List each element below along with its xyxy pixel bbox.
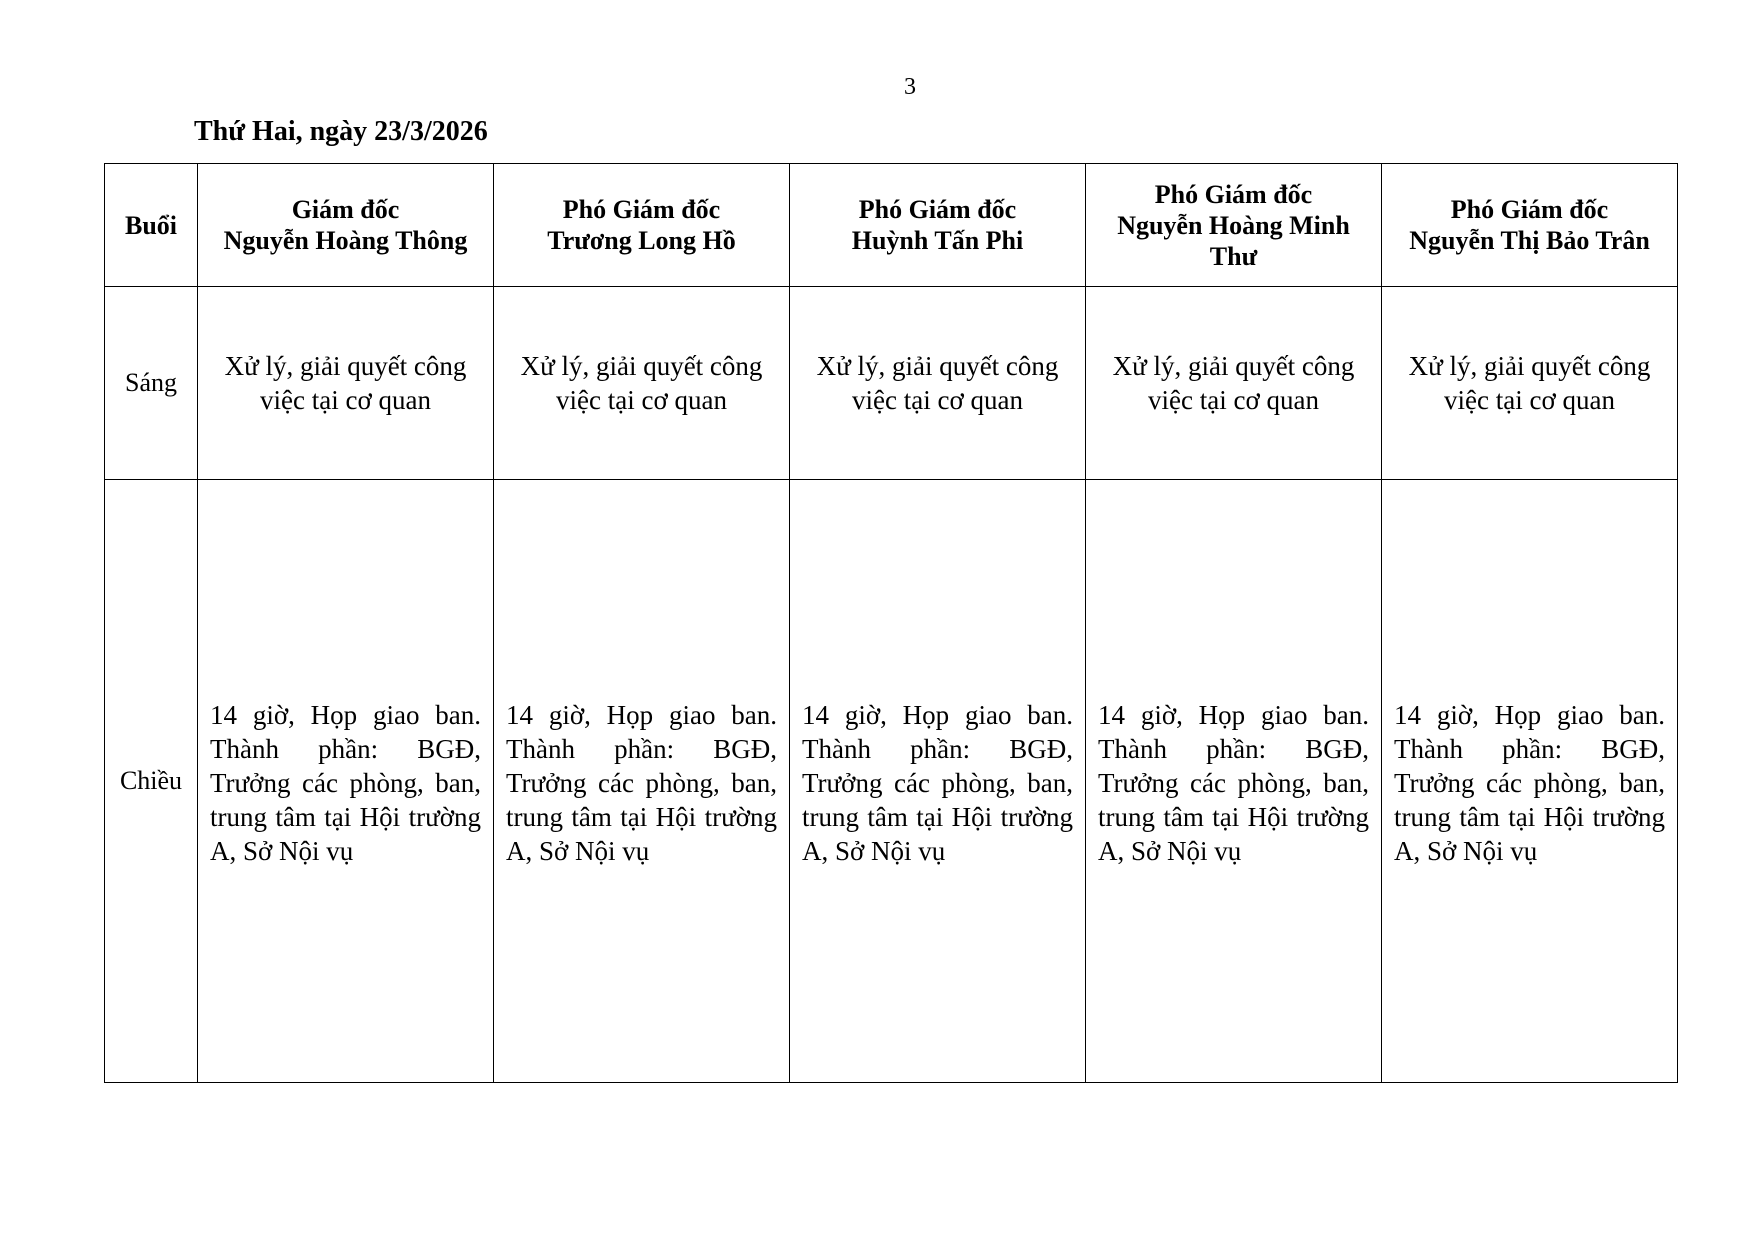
schedule-cell-text: 14 giờ, Họp giao ban. Thành phần: BGĐ, Trưởng các phòng, ban, trung tâm tại Hội trường A, Sở Nội vụ	[210, 700, 481, 866]
table-row-afternoon	[105, 480, 1678, 1083]
column-title: Phó Giám đốc	[562, 195, 721, 224]
table-header-row	[105, 164, 1678, 287]
column-header-deputy-4	[1382, 164, 1678, 287]
schedule-cell-text: 14 giờ, Họp giao ban. Thành phần: BGĐ, Trưởng các phòng, ban, trung tâm tại Hội trường A, Sở Nội vụ	[506, 700, 777, 866]
schedule-cell-text: Xử lý, giải quyết công việc tại cơ quan	[1112, 351, 1355, 415]
schedule-cell	[198, 287, 494, 480]
schedule-cell-text: 14 giờ, Họp giao ban. Thành phần: BGĐ, Trưởng các phòng, ban, trung tâm tại Hội trường A, Sở Nội vụ	[1394, 700, 1665, 866]
session-label-morning: Sáng	[105, 287, 198, 480]
session-header-label: Buổi	[124, 210, 178, 240]
schedule-cell-text: Xử lý, giải quyết công việc tại cơ quan	[816, 351, 1059, 415]
schedule-cell-text: 14 giờ, Họp giao ban. Thành phần: BGĐ, Trưởng các phòng, ban, trung tâm tại Hội trường A, Sở Nội vụ	[802, 700, 1073, 866]
column-title: Phó Giám đốc	[858, 195, 1017, 224]
schedule-cell	[790, 480, 1086, 1083]
schedule-cell	[790, 287, 1086, 480]
column-title: Phó Giám đốc	[1450, 195, 1609, 224]
day-heading: Thứ Hai, ngày 23/3/2026	[194, 116, 488, 147]
column-title: Giám đốc	[291, 195, 400, 224]
schedule-cell	[494, 480, 790, 1083]
schedule-cell	[1382, 480, 1678, 1083]
page-number: 3	[904, 74, 916, 100]
column-title: Phó Giám đốc	[1154, 179, 1313, 209]
schedule-cell	[494, 287, 790, 480]
schedule-cell	[1086, 287, 1382, 480]
schedule-cell	[198, 480, 494, 1083]
schedule-cell	[1382, 287, 1678, 480]
schedule-cell-text: Xử lý, giải quyết công việc tại cơ quan	[520, 351, 763, 415]
column-person-name: Trương Long Hồ	[547, 226, 736, 255]
column-header-director	[198, 164, 494, 287]
session-column-header	[105, 164, 198, 287]
schedule-cell-text: Xử lý, giải quyết công việc tại cơ quan	[1408, 351, 1651, 415]
table-row-morning	[105, 287, 1678, 480]
session-label-afternoon: Chiều	[105, 480, 198, 1083]
schedule-table	[104, 163, 1678, 1083]
column-header-deputy-2	[790, 164, 1086, 287]
schedule-cell-text: Xử lý, giải quyết công việc tại cơ quan	[224, 351, 467, 415]
column-person-name: Huỳnh Tấn Phi	[851, 226, 1024, 255]
column-person-name: Nguyễn Hoàng Minh Thư	[1117, 210, 1350, 271]
schedule-cell	[1086, 480, 1382, 1083]
column-person-name: Nguyễn Hoàng Thông	[223, 226, 468, 255]
column-person-name: Nguyễn Thị Bảo Trân	[1409, 226, 1650, 255]
column-header-deputy-3	[1086, 164, 1382, 287]
schedule-cell-text: 14 giờ, Họp giao ban. Thành phần: BGĐ, Trưởng các phòng, ban, trung tâm tại Hội trường A, Sở Nội vụ	[1098, 700, 1369, 866]
column-header-deputy-1	[494, 164, 790, 287]
